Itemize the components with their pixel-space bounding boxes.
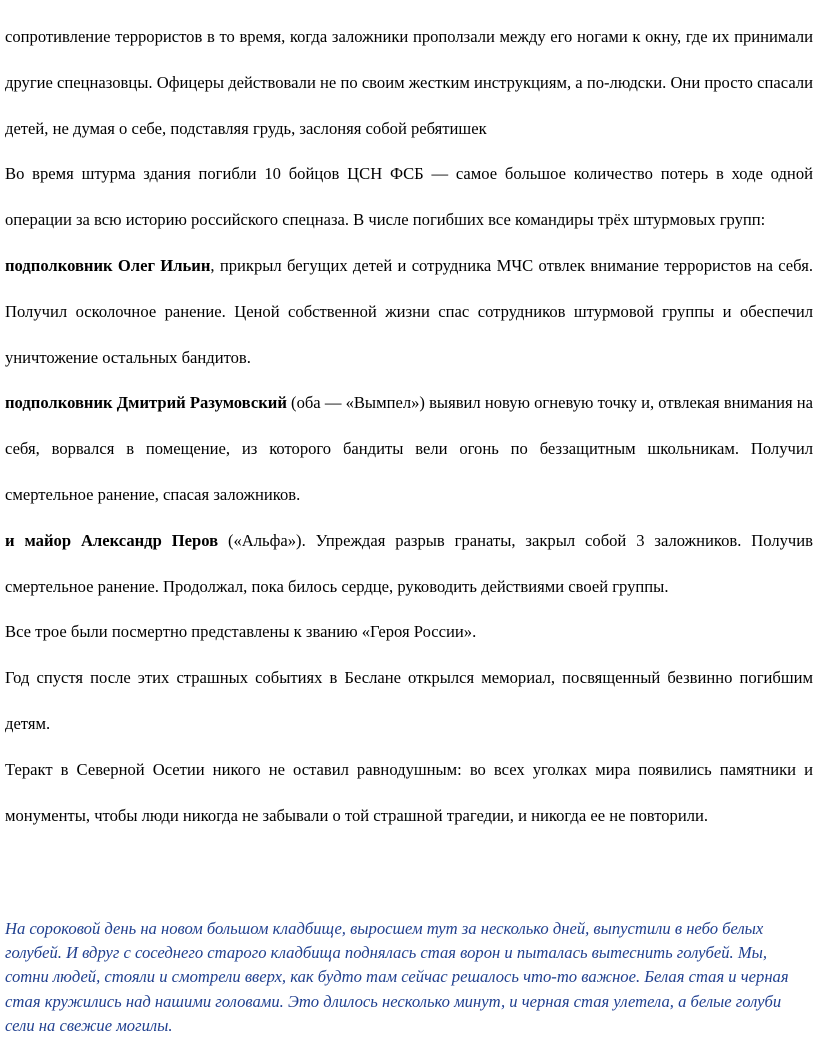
paragraph-text: (оба — «Вымпел») выявил новую огневую точку и, отвлекая внимания на себя, ворвался в помещение, из которого бандиты вели огонь по беззащитным школьникам. Получил смертельное ранение, спасая заложников. xyxy=(5,393,813,504)
paragraph-hostages-rescue xyxy=(5,14,813,151)
paragraph-losses xyxy=(5,151,813,243)
quote-paragraph: На сороковой день на новом большом кладбище, выросшем тут за несколько дней, выпустили в небо белых голубей. И вдруг с соседнего старого кладбища поднялась стая ворон и пыталась вытеснить голубей. Мы, сотни людей, стояли и смотрели вверх, как будто там сейчас решалось что-то важное. Белая стая и черная стая кружились над нашими головами. Это длилось несколько минут, и черная стая улетела, а белые голуби сели на свежие могилы. xyxy=(5,919,789,1035)
paragraph-monuments xyxy=(5,747,813,839)
paragraph-text: («Альфа»). Упреждая разрыв гранаты, закрыл собой 3 заложников. Получив смертельное ранение. Продолжал, пока билось сердце, руководить действиями своей группы. xyxy=(5,530,813,596)
hero-name-razumovsky: подполковник Дмитрий Разумовский xyxy=(5,393,287,413)
article-body xyxy=(5,14,813,838)
paragraph-perov xyxy=(5,518,813,610)
hero-name-perov: и майор Александр Перов xyxy=(5,530,219,550)
paragraph-text: Все трое были посмертно представлены к званию «Героя России». xyxy=(5,622,477,642)
hero-name-ilyin: подполковник Олег Ильин xyxy=(5,255,211,275)
paragraph-ilyin xyxy=(5,243,813,380)
paragraph-text: Теракт в Северной Осетии никого не оставил равнодушным: во всех уголках мира появились памятники и монументы, чтобы люди никогда не забывали о той страшной трагедии, и никогда ее не повторили. xyxy=(5,759,813,825)
paragraph-text: Во время штурма здания погибли 10 бойцов ЦСН ФСБ — самое большое количество потерь в ходе одной операции за всю историю российского спецназа. В числе погибших все командиры трёх штурмовых групп: xyxy=(5,164,813,230)
paragraph-memorial xyxy=(5,655,813,747)
paragraph-razumovsky xyxy=(5,380,813,517)
paragraph-text: сопротивление террористов в то время, когда заложники проползали между его ногами к окну, где их принимали другие спецназовцы. Офицеры действовали не по своим жестким инструкциям, а по-людски. Они просто спасали детей, не думая о себе, подставляя грудь, заслоняя собой ребятишек xyxy=(5,27,813,138)
paragraph-heroes-award xyxy=(5,609,813,655)
paragraph-text: , прикрыл бегущих детей и сотрудника МЧС отвлек внимание террористов на себя. Получил осколочное ранение. Ценой собственной жизни спас сотрудников штурмовой группы и обеспечил уничтожение остальных бандитов. xyxy=(5,255,813,367)
paragraph-text: Год спустя после этих страшных событиях в Беслане открылся мемориал, посвященный безвинно погибшим детям. xyxy=(5,668,813,733)
